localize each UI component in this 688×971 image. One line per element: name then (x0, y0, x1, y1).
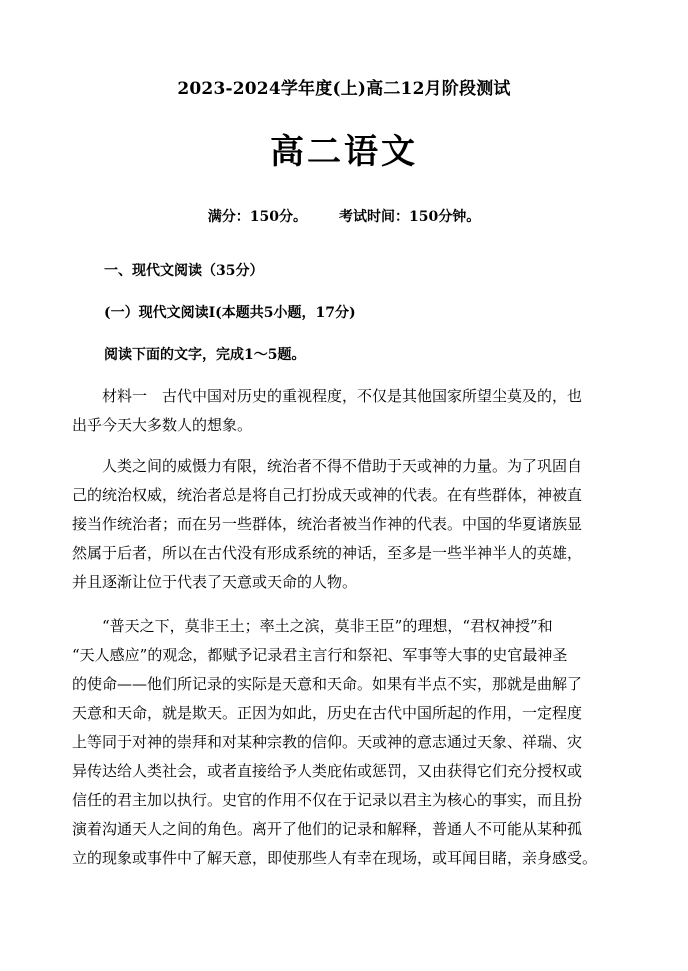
paragraph-line: 接当作统治者；而在另一些群体，统治者被当作神的代表。中国的华夏诸族显 (72, 515, 583, 533)
paragraph-line: 然属于后者，所以在古代没有形成系统的神话，至多是一些半神半人的英雄， (72, 544, 583, 562)
paragraph-line: 的使命——他们所记录的实际是天意和天命。如果有半点不实，那就是曲解了 (72, 675, 583, 693)
paragraph-line: 并且逐渐让位于代表了天意或天命的人物。 (72, 573, 358, 591)
paragraph-line: 演着沟通天人之间的角色。离开了他们的记录和解释，普通人不可能从某种孤 (72, 820, 583, 838)
exam-title: 2023-2024学年度(上)高二12月阶段测试 (177, 79, 511, 99)
subject-title: 高二语文 (270, 132, 418, 172)
passage-paragraph-2 (72, 452, 632, 597)
section-heading-sub1: (一）现代文阅读Ⅰ(本题共5小题，17分) (104, 305, 356, 321)
paragraph-line: 上等同于对神的崇拜和对某种宗教的信仰。天或神的意志通过天象、祥瑞、灾 (72, 733, 583, 751)
exam-info (0, 206, 688, 226)
paragraph-line: 天意和天命，就是欺天。正因为如此，历史在古代中国所起的作用，一定程度 (72, 704, 583, 722)
paragraph-line: 己的统治权威，统治者总是将自己打扮成天或神的代表。在有些群体，神被直 (72, 486, 583, 504)
paragraph-line: “天人感应”的观念，都赋予记录君主言行和祭祀、军事等大事的史官最神圣 (72, 646, 568, 664)
paragraph-line: 出乎今天大多数人的想象。 (72, 416, 253, 434)
paragraph-line: 异传达给人类社会，或者直接给予人类庇佑或惩罚，又由获得它们充分授权或 (72, 762, 583, 780)
paragraph-line: 材料一 古代中国对历史的重视程度，不仅是其他国家所望尘莫及的，也 (102, 387, 583, 405)
paragraph-line: “普天之下，莫非王土；率土之滨，莫非王臣”的理想，“君权神授”和 (102, 617, 553, 635)
passage-paragraph-1 (72, 382, 632, 440)
passage-paragraph-3 (72, 612, 632, 873)
full-score: 满分：150分。 (207, 209, 307, 225)
reading-instruction: 阅读下面的文字，完成1～5题。 (104, 347, 306, 363)
paragraph-line: 人类之间的威慑力有限，统治者不得不借助于天或神的力量。为了巩固自 (102, 457, 583, 475)
paragraph-line: 信任的君主加以执行。史官的作用不仅在于记录以君主为核心的事实，而且扮 (72, 791, 583, 809)
paragraph-line: 立的现象或事件中了解天意，即使那些人有幸在现场，或耳闻目睹，亲身感受。 (72, 849, 598, 867)
exam-time: 考试时间：150分钟。 (339, 209, 481, 225)
section-heading-part1: 一、现代文阅读（35分） (104, 263, 264, 279)
